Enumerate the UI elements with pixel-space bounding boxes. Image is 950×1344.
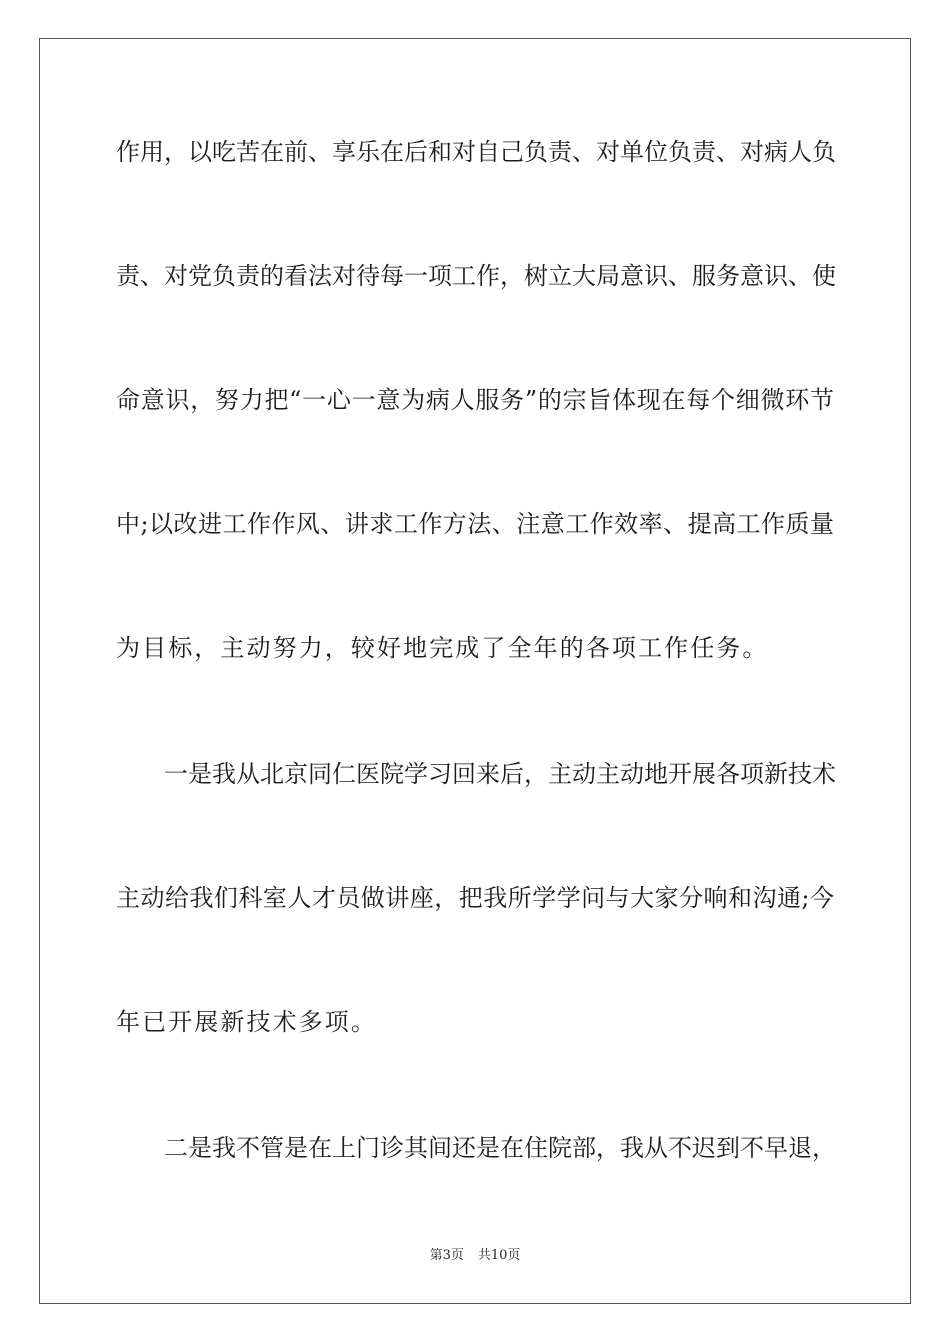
paragraph-2-line-1: 二是我不管是在上门诊其间还是在住院部，我从不迟到不早退， xyxy=(164,1134,836,1162)
page-footer xyxy=(0,1247,950,1265)
text-line-2: 责、对党负责的看法对待每一项工作，树立大局意识、服务意识、使 xyxy=(116,262,836,290)
paragraph-1-line-3: 年已开展新技术多项。 xyxy=(116,1008,377,1036)
paragraph-1-line-2: 主动给我们科室人才员做讲座，把我所学学问与大家分响和沟通;今 xyxy=(116,884,834,912)
text-line-5: 为目标，主动努力，较好地完成了全年的各项工作任务。 xyxy=(116,634,769,662)
text-line-3: 命意识，努力把“一心一意为病人服务”的宗旨体现在每个细微环节 xyxy=(116,386,834,414)
text-line-1: 作用，以吃苦在前、享乐在后和对自己负责、对单位负责、对病人负 xyxy=(116,138,836,166)
page-border xyxy=(39,38,911,1304)
page-total: 共10页 xyxy=(477,1248,521,1263)
paragraph-1-line-1: 一是我从北京同仁医院学习回来后，主动主动地开展各项新技术 xyxy=(164,760,836,788)
text-line-4: 中;以改进工作作风、讲求工作方法、注意工作效率、提高工作质量 xyxy=(116,510,834,538)
page-number: 第3页 xyxy=(429,1248,464,1263)
